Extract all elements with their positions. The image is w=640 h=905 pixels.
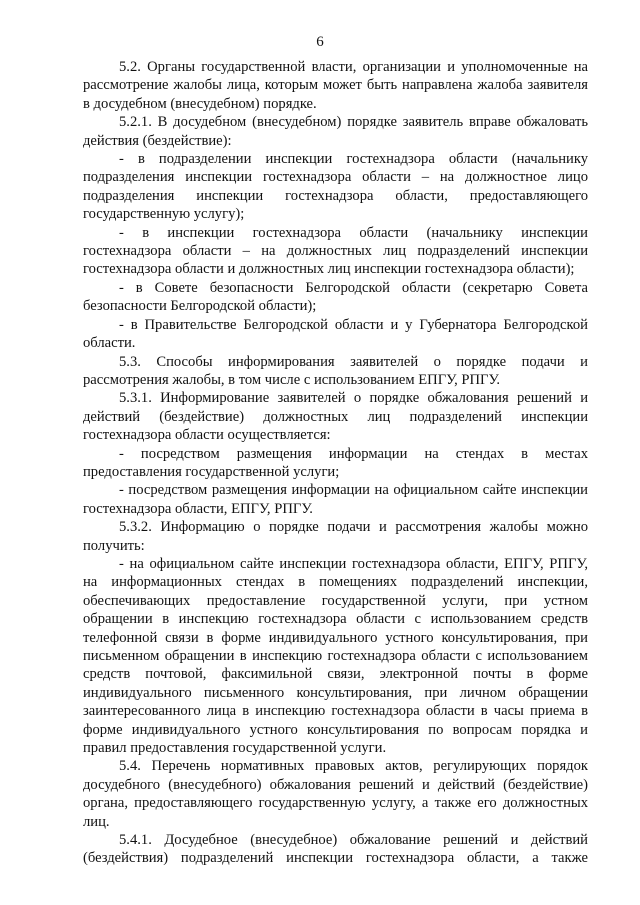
paragraph-5-2: 5.2. Органы государственной власти, организации и уполномоченные на рассмотрение жалобы лица, которым может быть направлена жалоба заявителя в досудебном (внесудебном) порядке.: [83, 59, 588, 112]
paragraph-5-3: 5.3. Способы информирования заявителей о порядке подачи и рассмотрения жалобы, в том числе с использованием ЕПГУ, РПГУ.: [83, 353, 588, 388]
list-item-stands: - посредством размещения информации на стендах в местах предоставления государственной услуги;: [83, 445, 588, 480]
paragraph-5-4-1: 5.4.1. Досудебное (внесудебное) обжалование решений и действий (бездействия) подразделений инспекции гостехнадзора области, а также: [83, 832, 588, 867]
paragraph-5-3-2: 5.3.2. Информацию о порядке подачи и рассмотрения жалобы можно получить:: [83, 519, 588, 554]
document-body: [83, 58, 588, 868]
list-item-government: - в Правительстве Белгородской области и у Губернатора Белгородской области.: [83, 316, 588, 352]
list-item-inspection: - в инспекции гостехнадзора области (начальнику инспекции гостехнадзора области – на должностных лиц подразделений инспекции гостехнадзора области и должностных лиц инспекции гостехнадзора области);: [83, 224, 588, 278]
page-number: 6: [316, 34, 324, 50]
list-item-website: - посредством размещения информации на официальном сайте инспекции гостехнадзора области, ЕПГУ, РПГУ.: [83, 482, 588, 517]
paragraph-5-2-1: 5.2.1. В досудебном (внесудебном) порядке заявитель вправе обжаловать действия (бездействие):: [83, 114, 588, 149]
list-item-subdivision: - в подразделении инспекции гостехнадзора области (начальнику подразделения инспекции гостехнадзора области – на должностное лицо подразделения инспекции гостехнадзора области, предоставляющего государственную услугу);: [83, 151, 588, 223]
list-item-consultation: - на официальном сайте инспекции гостехнадзора области, ЕПГУ, РПГУ, на информационных стендах в помещениях подразделений инспекции, обеспечивающих предоставление государственной услуги, при устном обращении в инспекцию гостехнадзора области с использованием средств телефонной связи в форме индивидуального устного консультирования, при письменном обращении в инспекцию гостехнадзора области с использованием средств почтовой, факсимильной связи, электронной почты в форме индивидуального письменного консультирования, при личном обращении заинтересованного лица в инспекцию гостехнадзора области в часы приема в форме индивидуального устного консультирования по вопросам порядка и правил предоставления государственной услуги.: [83, 555, 588, 757]
paragraph-5-4: 5.4. Перечень нормативных правовых актов, регулирующих порядок досудебного (внесудебного) обжалования решений и действий (бездействие) органа, предоставляющего государственную услугу, а также его должностных лиц.: [83, 758, 588, 830]
paragraph-5-3-1: 5.3.1. Информирование заявителей о порядке обжалования решений и действий (бездействие) должностных лиц подразделений инспекции гостехнадзора области осуществляется:: [83, 390, 588, 444]
list-item-security-council: - в Совете безопасности Белгородской области (секретарю Совета безопасности Белгородской области);: [83, 279, 588, 315]
